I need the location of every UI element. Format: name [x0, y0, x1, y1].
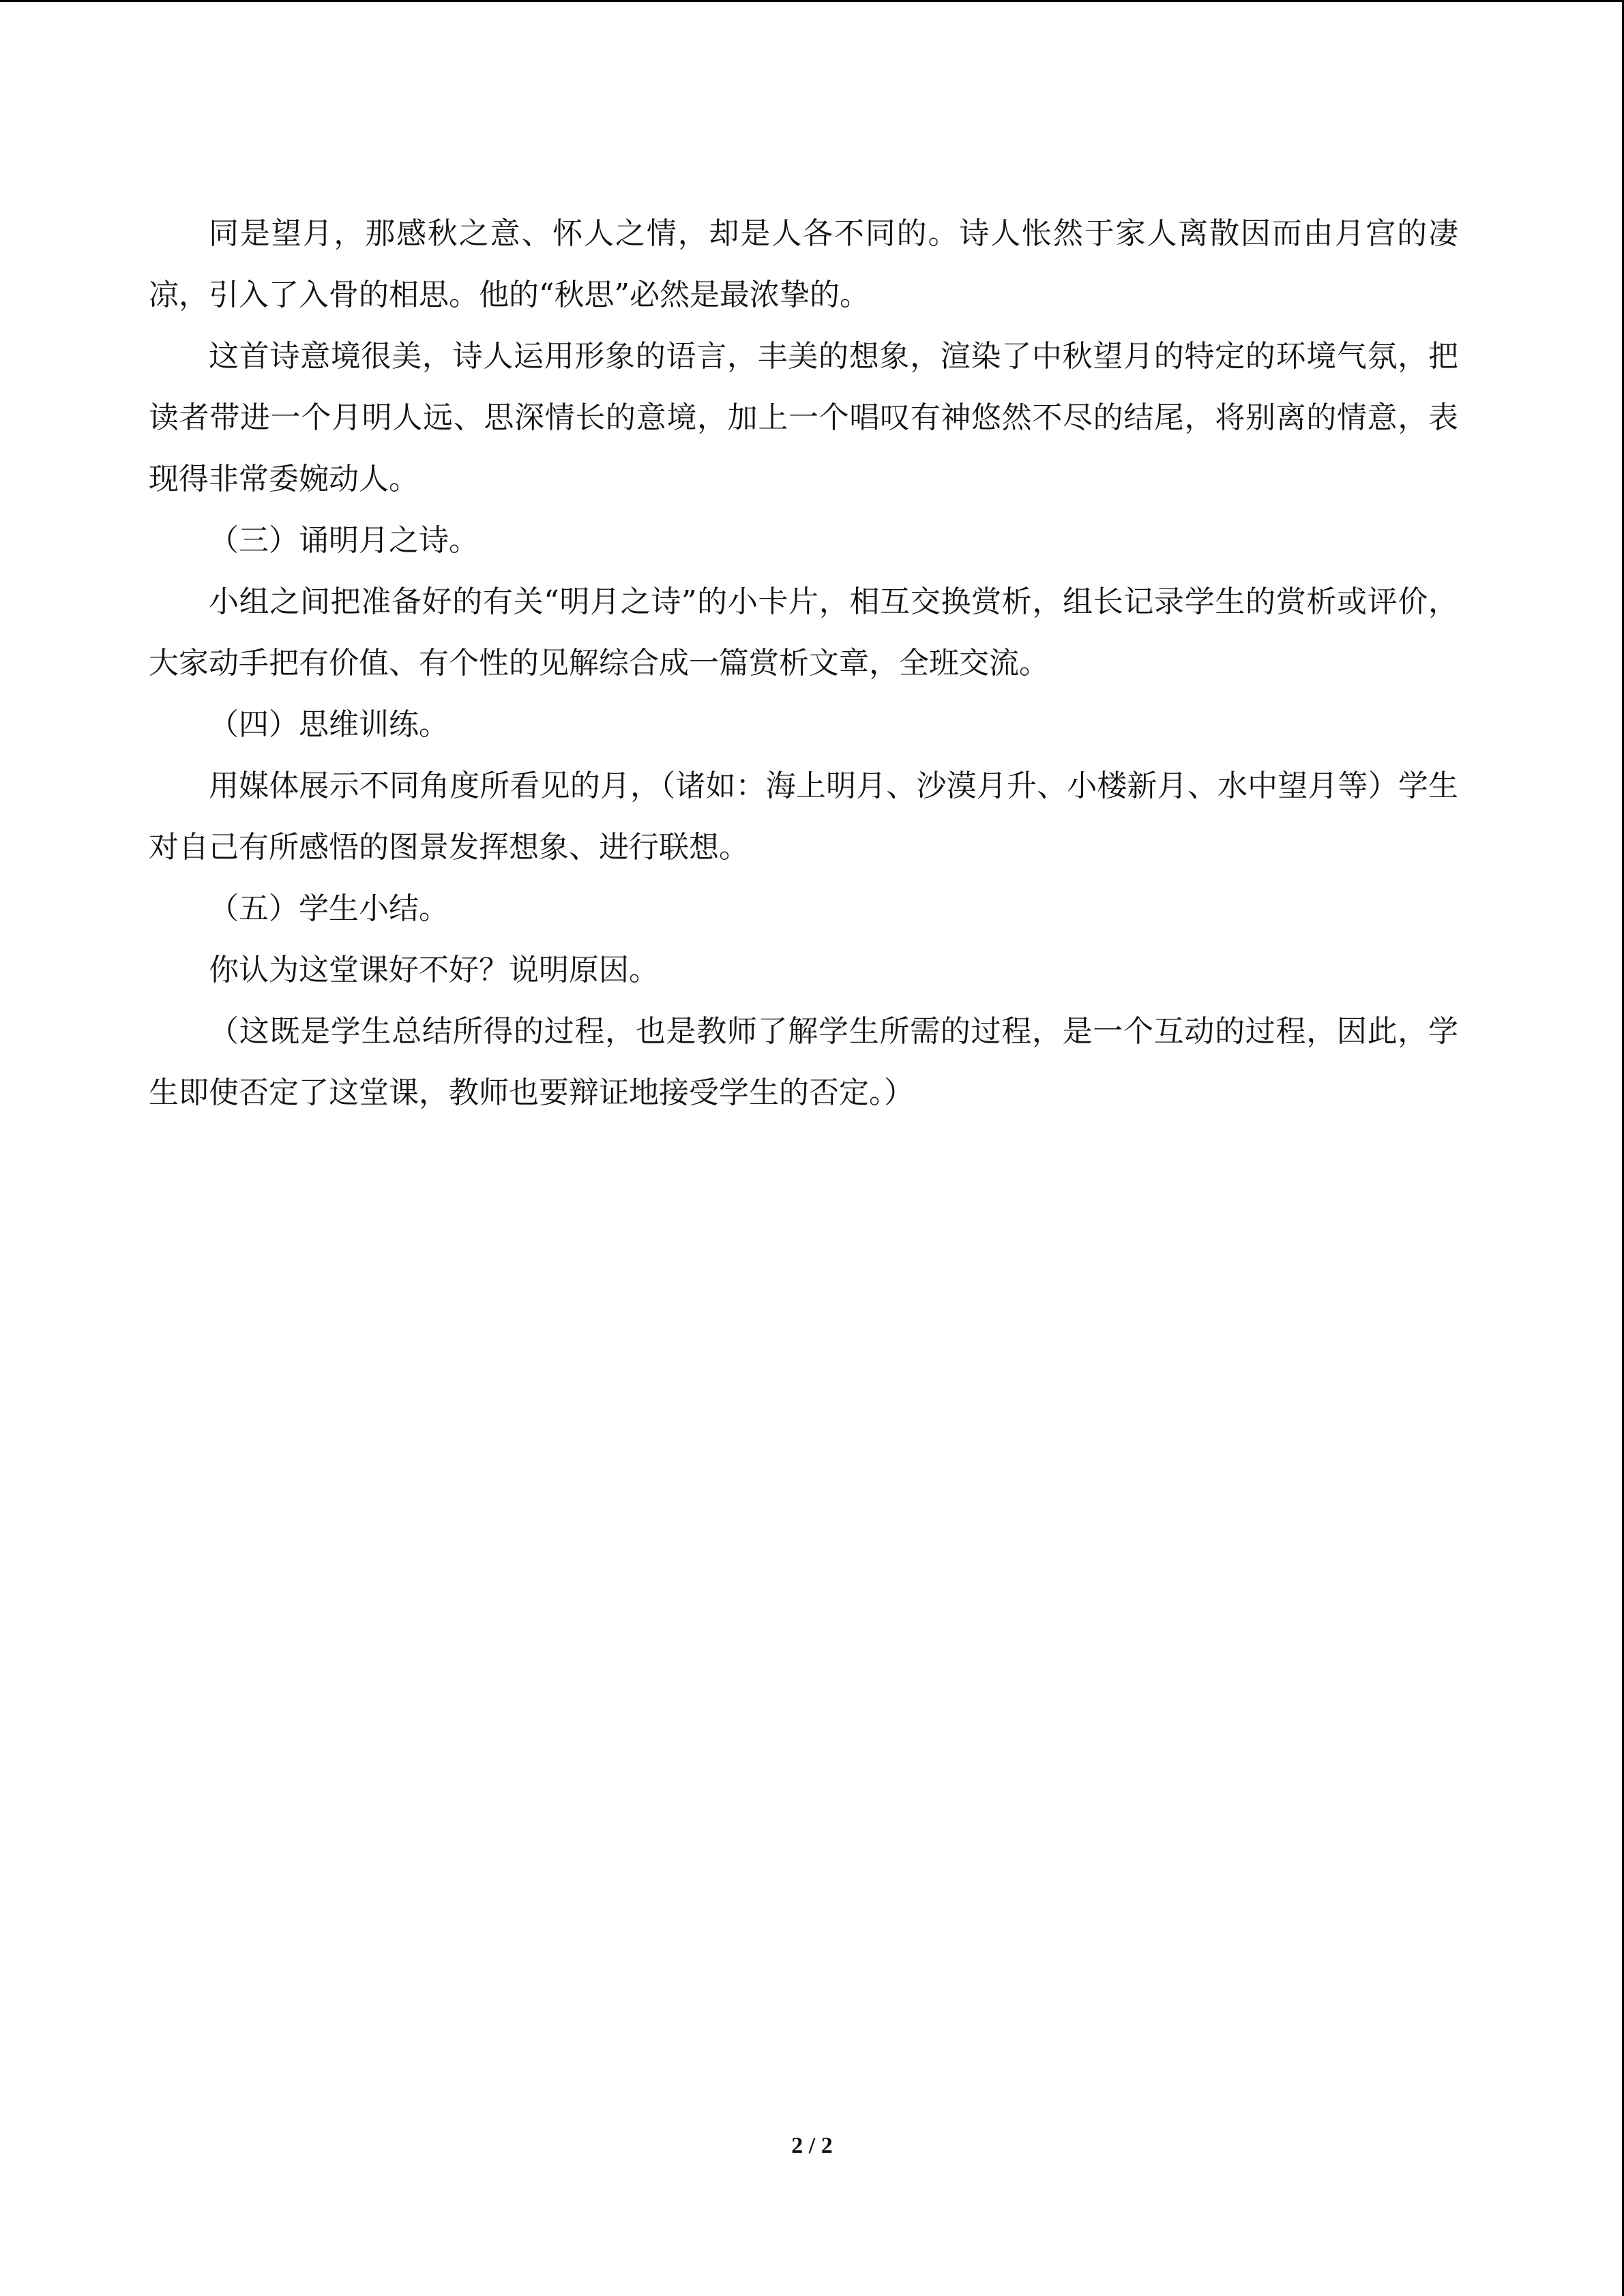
paragraph-poem-mood: 这首诗意境很美，诗人运用形象的语言，丰美的想象，渲染了中秋望月的特定的环境气氛，把读者带进一个月明人远、思深情长的意境，加上一个唱叹有神悠然不尽的结尾，将别离的情意，表现得非常委婉动人。 — [149, 339, 1458, 496]
page-number: 2 / 2 — [791, 2133, 833, 2158]
paragraph-question: 你认为这堂课好不好？说明原因。 — [209, 953, 659, 987]
paragraph-note: （这既是学生总结所得的过程，也是教师了解学生所需的过程，是一个互动的过程，因此，学生即使否定了这堂课，教师也要辩证地接受学生的否定。） — [149, 1014, 1458, 1110]
paragraph-group-cards: 小组之间把准备好的有关“明月之诗”的小卡片，相互交换赏析，组长记录学生的赏析或评价，大家动手把有价值、有个性的见解综合成一篇赏析文章，全班交流。 — [149, 584, 1458, 681]
section-heading-recite: （三）诵明月之诗。 — [209, 523, 479, 558]
document-body — [149, 203, 1458, 1124]
section-heading-thinking: （四）思维训练。 — [209, 707, 449, 742]
section-heading-summary: （五）学生小结。 — [209, 891, 449, 926]
paragraph-moon-gazing: 同是望月，那感秋之意、怀人之情，却是人各不同的。诗人怅然于家人离散因而由月宫的凄凉，引入了入骨的相思。他的“秋思”必然是最浓挚的。 — [149, 216, 1458, 312]
paragraph-media-moon: 用媒体展示不同角度所看见的月，（诸如：海上明月、沙漠月升、小楼新月、水中望月等）学生对自己有所感悟的图景发挥想象、进行联想。 — [149, 769, 1458, 865]
